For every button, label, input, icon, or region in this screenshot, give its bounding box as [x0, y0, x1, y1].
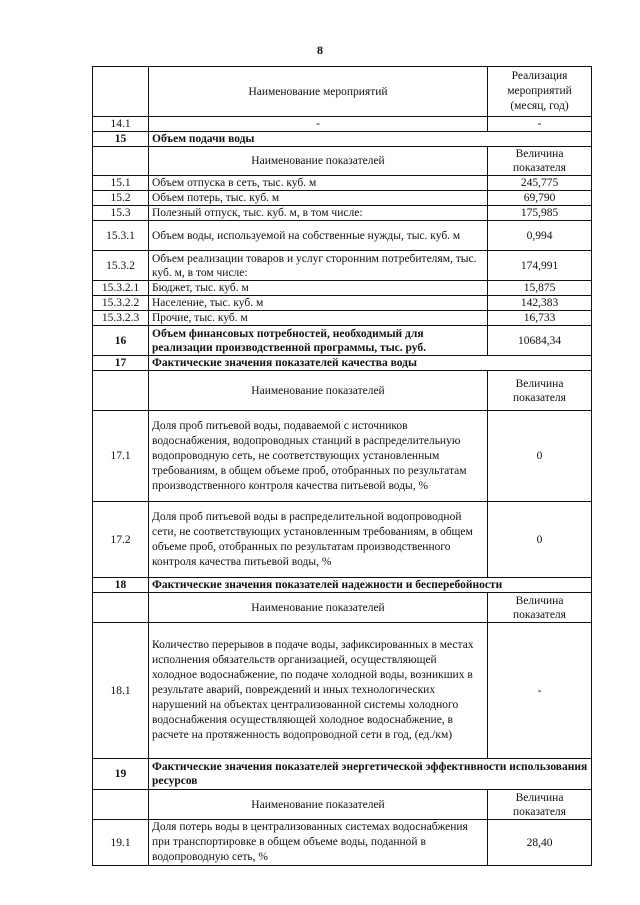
row-name: Доля потерь воды в централизованных системах водоснабжения при транспортировке в общем объеме воды, поданной в водопроводную сеть, %: [149, 820, 488, 866]
row-number: 18.1: [93, 623, 149, 759]
row-number: 15.3.2.3: [93, 311, 149, 326]
section-title: Объем финансовых потребностей, необходимый для реализации производственной программы, тыс. руб.: [149, 326, 488, 356]
table-row: [93, 251, 592, 281]
subheader-row: [93, 593, 592, 623]
row-value: -: [488, 117, 592, 132]
header-name-cell: Наименование мероприятий: [149, 67, 488, 117]
row-number: 17.1: [93, 411, 149, 502]
section-number: 16: [93, 326, 149, 356]
section-number: 15: [93, 132, 149, 147]
row-value: 142,383: [488, 296, 592, 311]
table-row: [93, 176, 592, 191]
section-row-18: [93, 578, 592, 593]
subheader-row: [93, 790, 592, 820]
row-number: 14.1: [93, 117, 149, 132]
row-number: 15.2: [93, 191, 149, 206]
row-name: Прочие, тыс. куб. м: [149, 311, 488, 326]
row-value: 0: [488, 502, 592, 578]
row-value: -: [488, 623, 592, 759]
subheader-name-cell: Наименование показателей: [149, 371, 488, 411]
row-value: 0,994: [488, 221, 592, 251]
subheader-number-cell: [93, 147, 149, 176]
row-value: 69,790: [488, 191, 592, 206]
table-row: [93, 623, 592, 759]
page-number: 8: [317, 43, 323, 57]
section-title: Объем подачи воды: [149, 132, 592, 147]
section-row-19: [93, 759, 592, 790]
row-number: 15.3.2: [93, 251, 149, 281]
row-value: 174,991: [488, 251, 592, 281]
row-name: Объем отпуска в сеть, тыс. куб. м: [149, 176, 488, 191]
row-number: 19.1: [93, 820, 149, 866]
row-value: 0: [488, 411, 592, 502]
row-name: -: [149, 117, 488, 132]
row-value: 16,733: [488, 311, 592, 326]
subheader-number-cell: [93, 790, 149, 820]
section-row-17: [93, 356, 592, 371]
measures-table: [92, 66, 592, 866]
subheader-value-cell: Величина показателя: [488, 147, 592, 176]
table-row: [93, 191, 592, 206]
section-title: Фактические значения показателей энергетической эффективности использования ресурсов: [149, 759, 592, 790]
row-value: 15,875: [488, 281, 592, 296]
table-row: [93, 221, 592, 251]
row-number: 15.3.2.2: [93, 296, 149, 311]
row-name: Объем реализации товаров и услуг сторонним потребителям, тыс. куб. м, в том числе:: [149, 251, 488, 281]
row-value: 245,775: [488, 176, 592, 191]
section-number: 18: [93, 578, 149, 593]
row-name: Доля проб питьевой воды в распределительной водопроводной сети, не соответствующих установленным требованиям, в общем объеме проб, отобранных по результатам производственного контроля качества питьевой воды, %: [149, 502, 488, 578]
subheader-name-cell: Наименование показателей: [149, 593, 488, 623]
row-number: 15.3: [93, 206, 149, 221]
header-number-cell: [93, 67, 149, 117]
subheader-number-cell: [93, 371, 149, 411]
row-number: 15.3.1: [93, 221, 149, 251]
row-name: Объем потерь, тыс. куб. м: [149, 191, 488, 206]
subheader-value-cell: Величина показателя: [488, 593, 592, 623]
section-title: Фактические значения показателей надежности и бесперебойности: [149, 578, 592, 593]
row-value: 175,985: [488, 206, 592, 221]
table-header-row: [93, 67, 592, 117]
table-row: [93, 820, 592, 866]
row-name: Количество перерывов в подаче воды, зафиксированных в местах исполнения обязательств организацией, осуществляющей холодное водоснабжение, по подаче холодной воды, возникших в результате аварий, повреждений и иных технологических нарушений на объектах централизованной системы холодного водоснабжения осуществляющей холодное водоснабжение, в расчете на протяженность водопроводной сети в год, (ед./км): [149, 623, 488, 759]
section-number: 17: [93, 356, 149, 371]
table-row: [93, 296, 592, 311]
section-number: 19: [93, 759, 149, 790]
row-name: Бюджет, тыс. куб. м: [149, 281, 488, 296]
subheader-row: [93, 147, 592, 176]
row-name: Население, тыс. куб. м: [149, 296, 488, 311]
table-row: [93, 311, 592, 326]
table-row: [93, 281, 592, 296]
subheader-name-cell: Наименование показателей: [149, 147, 488, 176]
section-title: Фактические значения показателей качества воды: [149, 356, 592, 371]
section-row-15: [93, 132, 592, 147]
subheader-row: [93, 371, 592, 411]
subheader-name-cell: Наименование показателей: [149, 790, 488, 820]
subheader-value-cell: Величина показателя: [488, 371, 592, 411]
subheader-value-cell: Величина показателя: [488, 790, 592, 820]
row-name: Объем воды, используемой на собственные нужды, тыс. куб. м: [149, 221, 488, 251]
row-name: Доля проб питьевой воды, подаваемой с источников водоснабжения, водопроводных станций в распределительную водопроводную сеть, не соответствующих установленным требованиям, в общем объеме проб, отобранных по результатам производственного контроля качества питьевой воды, %: [149, 411, 488, 502]
row-number: 15.3.2.1: [93, 281, 149, 296]
section-value: 10684,34: [488, 326, 592, 356]
table-row: [93, 206, 592, 221]
header-realization-cell: Реализация мероприятий (месяц, год): [488, 67, 592, 117]
subheader-number-cell: [93, 593, 149, 623]
row-value: 28,40: [488, 820, 592, 866]
table-row: [93, 411, 592, 502]
section-row-16: [93, 326, 592, 356]
table-row: [93, 117, 592, 132]
row-name: Полезный отпуск, тыс. куб. м, в том числе:: [149, 206, 488, 221]
row-number: 17.2: [93, 502, 149, 578]
row-number: 15.1: [93, 176, 149, 191]
table-row: [93, 502, 592, 578]
